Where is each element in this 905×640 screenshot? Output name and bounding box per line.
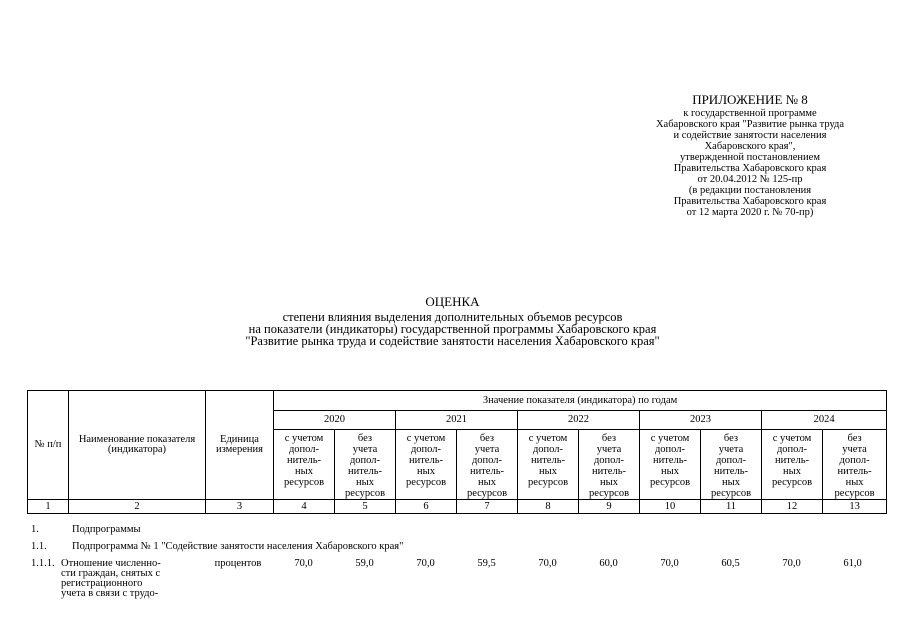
document-title (0, 294, 905, 347)
column-number: 3 (206, 500, 274, 514)
header-without-additional-resources: без учета допол- нитель- ных ресурсов (823, 430, 887, 500)
column-number: 2 (69, 500, 206, 514)
value-cell: 70,0 (416, 558, 435, 569)
header-with-additional-resources: с учетом допол- нитель- ных ресурсов (274, 430, 335, 500)
appendix-line: утвержденной постановлением (680, 152, 820, 163)
row-number: 1.1. (31, 541, 47, 552)
column-number: 11 (701, 500, 762, 514)
value-cell: 70,0 (538, 558, 557, 569)
appendix-line: и содействие занятости населения (673, 130, 827, 141)
value-cell: 60,5 (721, 558, 740, 569)
value-cell: 70,0 (660, 558, 679, 569)
header-year-2021: 2021 (396, 411, 518, 430)
header-with-additional-resources: с учетом допол- нитель- ных ресурсов (518, 430, 579, 500)
table-row (27, 542, 885, 559)
header-values-by-year: Значение показателя (индикатора) по годам (274, 391, 887, 411)
column-number: 10 (640, 500, 701, 514)
column-number: 7 (457, 500, 518, 514)
value-cell: 70,0 (294, 558, 313, 569)
header-year-2023: 2023 (640, 411, 762, 430)
indicator-table (27, 390, 887, 514)
value-cell: 59,5 (477, 558, 496, 569)
table-body (27, 525, 885, 619)
header-with-additional-resources: с учетом допол- нитель- ных ресурсов (640, 430, 701, 500)
header-with-additional-resources: с учетом допол- нитель- ных ресурсов (396, 430, 457, 500)
table-row (27, 559, 885, 619)
column-number: 9 (579, 500, 640, 514)
appendix-line: от 12 марта 2020 г. № 70-пр) (686, 207, 814, 218)
appendix-title: ПРИЛОЖЕНИЕ № 8 (692, 92, 808, 107)
header-year-2022: 2022 (518, 411, 640, 430)
header-without-additional-resources: без учета допол- нитель- ных ресурсов (457, 430, 518, 500)
header-without-additional-resources: без учета допол- нитель- ных ресурсов (701, 430, 762, 500)
appendix-line: Правительства Хабаровского края (673, 163, 827, 174)
appendix-line: (в редакции постановления (688, 185, 812, 196)
title-line: "Развитие рынка труда и содействие занятости населения Хабаровского края" (245, 334, 660, 348)
row-number: 1. (31, 524, 39, 535)
value-cell: 59,0 (355, 558, 374, 569)
appendix-line: Хабаровского края", (704, 141, 796, 152)
row-section-title: Подпрограммы (72, 524, 141, 535)
appendix-line: от 20.04.2012 № 125-пр (697, 174, 803, 185)
column-number: 6 (396, 500, 457, 514)
column-number: 5 (335, 500, 396, 514)
row-subprogram-title: Подпрограмма № 1 "Содействие занятости населения Хабаровского края" (72, 541, 404, 552)
row-number: 1.1.1. (31, 558, 55, 569)
header-year-2020: 2020 (274, 411, 396, 430)
header-with-additional-resources: с учетом допол- нитель- ных ресурсов (762, 430, 823, 500)
appendix-line: Правительства Хабаровского края (673, 196, 827, 207)
value-cell: 61,0 (843, 558, 862, 569)
header-unit: Единица измерения (206, 391, 274, 500)
indicator-unit: процентов (214, 558, 262, 569)
title-line: на показатели (индикаторы) государственной программы Хабаровского края (248, 322, 657, 336)
column-number: 4 (274, 500, 335, 514)
title-heading: ОЦЕНКА (425, 294, 480, 309)
indicator-name: Отношение численно- сти граждан, снятых с регистрационного учета в связи с трудо- (61, 558, 161, 599)
value-cell: 60,0 (599, 558, 618, 569)
column-number: 1 (28, 500, 69, 514)
table-row (27, 525, 885, 542)
header-indicator-name: Наименование показателя (индикатора) (69, 391, 206, 500)
header-year-2024: 2024 (762, 411, 887, 430)
header-without-additional-resources: без учета допол- нитель- ных ресурсов (579, 430, 640, 500)
appendix-line: к государственной программе (683, 108, 817, 119)
column-number: 13 (823, 500, 887, 514)
value-cell: 70,0 (782, 558, 801, 569)
header-number: № п/п (28, 391, 69, 500)
appendix-line: Хабаровского края "Развитие рынка труда (655, 119, 845, 130)
appendix-block (600, 92, 900, 218)
column-number: 12 (762, 500, 823, 514)
header-without-additional-resources: без учета допол- нитель- ных ресурсов (335, 430, 396, 500)
title-line: степени влияния выделения дополнительных объемов ресурсов (282, 310, 623, 324)
column-number: 8 (518, 500, 579, 514)
